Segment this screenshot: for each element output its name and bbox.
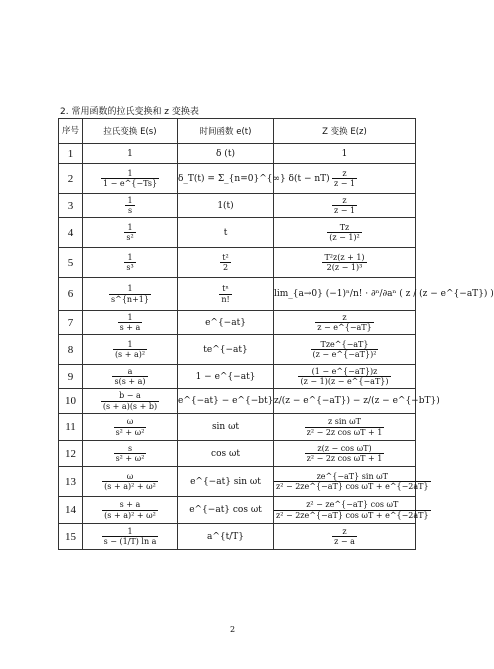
fraction bbox=[311, 340, 379, 359]
fraction bbox=[101, 169, 159, 188]
numerator: T²z(z + 1) bbox=[324, 252, 365, 262]
formula-text: 1(t) bbox=[217, 200, 234, 211]
row-number: 6 bbox=[59, 278, 83, 311]
row-number: 13 bbox=[59, 467, 83, 497]
time-function-cell bbox=[178, 164, 330, 194]
fraction bbox=[322, 253, 366, 272]
fraction bbox=[124, 223, 135, 242]
table-row bbox=[59, 497, 416, 524]
laplace-cell bbox=[83, 278, 178, 311]
fraction bbox=[305, 444, 385, 463]
table-row bbox=[59, 524, 416, 550]
numerator: z² − ze^{−aT} cos ωT bbox=[274, 500, 431, 510]
z-transform-cell bbox=[274, 248, 416, 278]
row-number: 9 bbox=[59, 365, 83, 389]
fraction bbox=[102, 527, 159, 546]
z-transform-cell bbox=[274, 467, 429, 497]
formula-text: cos ωt bbox=[211, 448, 240, 459]
time-function-cell bbox=[178, 278, 274, 311]
page-number: 2 bbox=[230, 625, 236, 634]
denominator: z − 1 bbox=[333, 206, 356, 215]
denominator: s² + ω² bbox=[115, 427, 145, 437]
denominator: n! bbox=[221, 294, 230, 304]
numerator: s bbox=[114, 444, 147, 454]
formula-text: z/(z − e^{−aT}) − z/(z − e^{−bT}) bbox=[274, 396, 440, 406]
time-function-cell bbox=[178, 248, 274, 278]
laplace-cell bbox=[83, 467, 178, 497]
numerator: ω bbox=[102, 472, 158, 482]
fraction bbox=[109, 284, 151, 303]
row-number: 4 bbox=[59, 218, 83, 248]
header-z: Z 变换 E(z) bbox=[274, 119, 416, 144]
numerator: 1 bbox=[113, 340, 147, 350]
row-number: 5 bbox=[59, 248, 83, 278]
fraction bbox=[124, 253, 135, 272]
time-function-cell bbox=[178, 335, 274, 365]
time-function-cell bbox=[178, 194, 274, 218]
fraction bbox=[274, 472, 431, 491]
fraction bbox=[102, 500, 158, 519]
formula-text: a^{t/T} bbox=[206, 531, 244, 542]
laplace-cell bbox=[83, 164, 178, 194]
numerator: t² bbox=[222, 252, 229, 262]
numerator: 1 bbox=[102, 527, 159, 537]
denominator: 2(z − 1)³ bbox=[326, 263, 363, 272]
time-function-cell bbox=[178, 389, 274, 414]
denominator: z² − 2z cos ωT + 1 bbox=[306, 454, 383, 463]
fraction bbox=[125, 196, 134, 215]
laplace-cell bbox=[83, 389, 178, 414]
time-function-cell bbox=[178, 524, 274, 550]
table-row bbox=[59, 389, 416, 414]
fraction bbox=[220, 253, 230, 272]
fraction bbox=[112, 367, 147, 386]
time-function-cell bbox=[178, 144, 274, 164]
row-number: 14 bbox=[59, 497, 83, 524]
numerator: 1 bbox=[124, 253, 135, 263]
fraction bbox=[298, 367, 390, 386]
numerator: ze^{−aT} sin ωT bbox=[274, 472, 431, 482]
z-transform-cell bbox=[274, 278, 494, 311]
table-row bbox=[59, 218, 416, 248]
z-transform-cell bbox=[274, 414, 416, 441]
time-function-cell bbox=[178, 218, 274, 248]
fraction bbox=[332, 527, 357, 546]
denominator: z² − 2ze^{−aT} cos ωT + e^{−2aT} bbox=[276, 482, 429, 491]
fraction bbox=[102, 472, 158, 491]
table-row bbox=[59, 194, 416, 218]
numerator: b − a bbox=[101, 391, 159, 401]
denominator: (s + a)(s + b) bbox=[102, 401, 158, 411]
fraction bbox=[219, 284, 231, 303]
formula-text: 1 bbox=[127, 148, 133, 159]
denominator: (s + a)² bbox=[114, 350, 146, 359]
denominator: s(s + a) bbox=[114, 377, 146, 386]
table-row bbox=[59, 278, 416, 311]
denominator: z² − 2z cos ωT + 1 bbox=[306, 427, 383, 437]
table-row bbox=[59, 335, 416, 365]
laplace-cell bbox=[83, 441, 178, 467]
denominator: 1 − e^{−Ts} bbox=[102, 179, 158, 188]
row-number: 1 bbox=[59, 144, 83, 164]
numerator: Tze^{−aT} bbox=[311, 340, 379, 350]
fraction bbox=[332, 196, 357, 215]
laplace-cell bbox=[83, 497, 178, 524]
formula-text: 1 bbox=[341, 148, 348, 159]
denominator: s² bbox=[126, 233, 134, 242]
laplace-cell bbox=[83, 365, 178, 389]
denominator: z − a bbox=[334, 537, 355, 546]
fraction bbox=[118, 313, 143, 332]
time-function-cell bbox=[178, 467, 274, 497]
row-number: 12 bbox=[59, 441, 83, 467]
table-row bbox=[59, 248, 416, 278]
table-row bbox=[59, 441, 416, 467]
denominator: (s + a)² + ω² bbox=[104, 482, 156, 491]
z-transform-cell bbox=[274, 497, 429, 524]
numerator: Tz bbox=[327, 223, 362, 233]
denominator: (z − 1)² bbox=[329, 233, 360, 242]
time-function-cell bbox=[178, 311, 274, 335]
formula-text: δ_T(t) = Σ_{n=0}^{∞} δ(t − nT) bbox=[178, 173, 330, 184]
header-laplace: 拉氏变换 E(s) bbox=[83, 119, 178, 144]
fraction bbox=[315, 313, 373, 332]
transform-table bbox=[58, 118, 494, 550]
z-transform-cell bbox=[274, 194, 416, 218]
fraction bbox=[332, 169, 357, 188]
denominator: s³ bbox=[126, 263, 134, 272]
laplace-cell bbox=[83, 218, 178, 248]
numerator: z bbox=[315, 313, 373, 323]
formula-text: lim_{a→0} (−1)ⁿ/n! · ∂ⁿ/∂aⁿ ( z / (z − e^{−aT}) ) bbox=[274, 289, 494, 299]
time-function-cell bbox=[178, 365, 274, 389]
numerator: a bbox=[112, 367, 147, 377]
time-function-cell bbox=[178, 497, 274, 524]
table-row bbox=[59, 414, 416, 441]
numerator: z bbox=[332, 169, 357, 179]
fraction bbox=[113, 340, 147, 359]
fraction bbox=[327, 223, 362, 242]
table-row bbox=[59, 164, 416, 194]
header-time: 时间函数 e(t) bbox=[178, 119, 274, 144]
fraction bbox=[114, 417, 147, 436]
fraction bbox=[114, 444, 147, 463]
fraction bbox=[305, 417, 385, 436]
denominator: s^{n+1} bbox=[111, 294, 149, 304]
numerator: s + a bbox=[102, 500, 158, 510]
header-seq: 序号 bbox=[59, 119, 83, 144]
denominator: z − e^{−aT} bbox=[317, 323, 372, 332]
formula-text: e^{−at} bbox=[205, 317, 246, 328]
z-transform-cell bbox=[274, 524, 416, 550]
formula-text: e^{−at} cos ωt bbox=[189, 505, 262, 515]
z-transform-cell bbox=[274, 365, 416, 389]
denominator: 2 bbox=[222, 263, 229, 272]
formula-text: e^{−at} sin ωt bbox=[190, 476, 261, 487]
numerator: z bbox=[332, 196, 357, 206]
fraction bbox=[101, 391, 159, 410]
z-transform-cell bbox=[274, 441, 416, 467]
row-number: 3 bbox=[59, 194, 83, 218]
denominator: z² − 2ze^{−aT} cos ωT + e^{−2aT} bbox=[276, 510, 429, 520]
numerator: z sin ωT bbox=[305, 417, 385, 427]
numerator: 1 bbox=[101, 169, 159, 179]
laplace-cell bbox=[83, 248, 178, 278]
numerator: 1 bbox=[127, 195, 133, 205]
z-transform-cell bbox=[274, 311, 416, 335]
laplace-cell bbox=[83, 144, 178, 164]
numerator: 1 bbox=[118, 313, 143, 323]
formula-text: δ (t) bbox=[216, 148, 235, 159]
row-number: 7 bbox=[59, 311, 83, 335]
numerator: z bbox=[332, 527, 357, 537]
table-row bbox=[59, 467, 416, 497]
formula-text: te^{−at} bbox=[203, 344, 248, 355]
numerator: (1 − e^{−aT})z bbox=[298, 367, 390, 377]
time-function-cell bbox=[178, 441, 274, 467]
z-transform-cell bbox=[274, 335, 416, 365]
row-number: 15 bbox=[59, 524, 83, 550]
laplace-cell bbox=[83, 311, 178, 335]
row-number: 11 bbox=[59, 414, 83, 441]
laplace-cell bbox=[83, 414, 178, 441]
row-number: 8 bbox=[59, 335, 83, 365]
numerator: 1 bbox=[124, 223, 135, 233]
laplace-cell bbox=[83, 524, 178, 550]
numerator: ω bbox=[114, 417, 147, 427]
z-transform-cell bbox=[274, 389, 440, 414]
formula-text: t bbox=[223, 227, 228, 238]
row-number: 2 bbox=[59, 164, 83, 194]
denominator: (z − 1)(z − e^{−aT}) bbox=[300, 377, 389, 386]
denominator: z − 1 bbox=[333, 179, 356, 188]
laplace-cell bbox=[83, 335, 178, 365]
table-header-row bbox=[59, 119, 416, 144]
time-function-cell bbox=[178, 414, 274, 441]
section-title: 2. 常用函数的拉氏变换和 z 变换表 bbox=[60, 107, 199, 117]
fraction bbox=[274, 500, 431, 519]
z-transform-cell bbox=[274, 144, 416, 164]
numerator: z(z − cos ωT) bbox=[305, 444, 385, 454]
denominator: s + a bbox=[119, 323, 141, 332]
denominator: s − (1/T) ln a bbox=[103, 537, 157, 546]
numerator: tⁿ bbox=[219, 284, 231, 294]
formula-text: e^{−at} − e^{−bt} bbox=[178, 396, 274, 406]
denominator: s bbox=[127, 206, 133, 215]
table-body bbox=[59, 144, 494, 550]
denominator: s² + ω² bbox=[115, 454, 145, 463]
denominator: (z − e^{−aT})² bbox=[312, 350, 377, 359]
table-row bbox=[59, 311, 416, 335]
z-transform-cell bbox=[274, 218, 416, 248]
row-number: 10 bbox=[59, 389, 83, 414]
formula-text: sin ωt bbox=[211, 422, 240, 432]
table-row bbox=[59, 144, 416, 164]
denominator: (s + a)² + ω² bbox=[104, 510, 156, 520]
table-row bbox=[59, 365, 416, 389]
formula-text: 1 − e^{−at} bbox=[195, 371, 256, 382]
numerator: 1 bbox=[109, 284, 151, 294]
laplace-cell bbox=[83, 194, 178, 218]
